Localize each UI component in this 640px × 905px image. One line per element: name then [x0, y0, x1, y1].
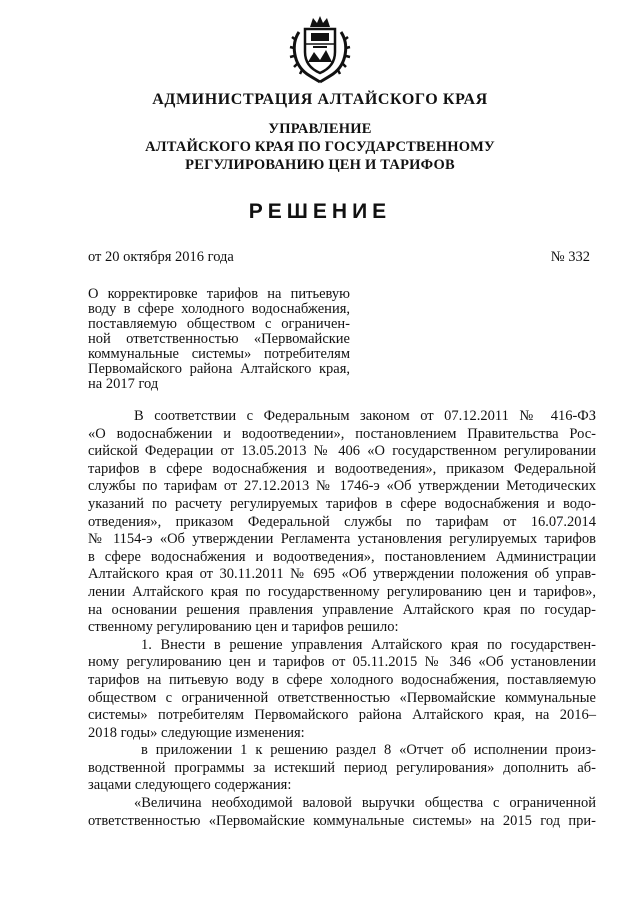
- body-line: зацами следующего содержания:: [88, 777, 292, 794]
- body-line: ному регулированию цен и тарифов от 05.11.2015 № 346 «Об установлении: [88, 654, 596, 671]
- body-line: обществом с ограниченной ответственностью «Первомайские коммунальные: [88, 689, 596, 706]
- subject-line: Первомайского района Алтайского края,: [88, 361, 350, 377]
- body-line: в приложении 1 к решению раздел 8 «Отчет об исполнении произ-: [141, 742, 596, 759]
- department-title-line: РЕГУЛИРОВАНИЮ ЦЕН И ТАРИФОВ: [185, 157, 455, 173]
- body-line: ственному регулированию цен и тарифов решило:: [88, 619, 399, 636]
- subject-line: ной ответственностью «Первомайские: [88, 331, 350, 347]
- subject-line: на 2017 год: [88, 376, 159, 392]
- body-line: указаний по расчету регулируемых тарифов в сфере водоснабжения и водо-: [88, 495, 596, 512]
- body-line: отведения», приказом Федеральной службы по тарифам от 16.07.2014: [88, 513, 596, 530]
- subject-line: поставляемую обществом с ограничен-: [88, 316, 350, 332]
- department-title-line: АЛТАЙСКОГО КРАЯ ПО ГОСУДАРСТВЕННОМУ: [145, 139, 495, 155]
- body-line: лении Алтайского края по государственному регулированию цен и тарифов»,: [88, 583, 596, 600]
- body-line: 1. Внести в решение управления Алтайского края по государствен-: [141, 636, 596, 653]
- department-title: [0, 120, 640, 174]
- body-line: на основании решения правления управление Алтайского края по государ-: [88, 601, 596, 618]
- body-line: В соответствии с Федеральным законом от 07.12.2011 № 416-ФЗ: [134, 408, 596, 424]
- coat-of-arms-emblem: [289, 14, 351, 84]
- body-line: системы» потребителям Первомайского района Алтайского края, на 2016–: [88, 707, 596, 724]
- document-number: № 332: [550, 249, 590, 265]
- body-line: тарифов на питьевую воду в сфере холодного водоснабжения, поставляемую: [88, 671, 596, 688]
- subject-line: коммунальные системы» потребителям: [88, 346, 350, 362]
- body-line: сийской Федерации от 13.05.2013 № 406 «О государственном регулировании: [88, 443, 596, 460]
- body-line: Алтайского края от 30.11.2011 № 695 «Об утверждении положения об управ-: [88, 566, 596, 583]
- body-line: 2018 годы» следующие изменения:: [88, 724, 305, 741]
- body-line: службы по тарифам от 27.12.2013 № 1746-э «Об утверждении Методических: [88, 478, 596, 495]
- body-line: тарифов в сфере водоснабжения и водоотведения», приказом Федеральной: [88, 460, 596, 477]
- body-line: «Величина необходимой валовой выручки общества с ограниченной: [134, 795, 596, 812]
- subject-line: воду в сфере холодного водоснабжения,: [88, 301, 350, 317]
- body-line: водственной программы за истекший период регулирования» дополнить аб-: [88, 759, 596, 776]
- administration-title: АДМИНИСТРАЦИЯ АЛТАЙСКОГО КРАЯ: [152, 91, 488, 108]
- document-subject: [88, 287, 350, 392]
- department-title-line: УПРАВЛЕНИЕ: [268, 121, 372, 137]
- document-body: [88, 408, 596, 830]
- body-line: «О водоснабжении и водоотведении», постановлением Правительства Рос-: [88, 425, 596, 442]
- body-line: в сфере водоснабжения и водоотведения», постановлением Администрации: [88, 548, 596, 565]
- body-line: ответственностью «Первомайские коммунальные системы» на 2015 год при-: [88, 812, 596, 829]
- subject-line: О корректировке тарифов на питьевую: [88, 286, 350, 302]
- body-line: № 1154-э «Об утверждении Регламента установления регулируемых тарифов: [88, 531, 596, 548]
- document-type-title: РЕШЕНИЕ: [248, 200, 392, 223]
- document-date: от 20 октября 2016 года: [88, 249, 234, 265]
